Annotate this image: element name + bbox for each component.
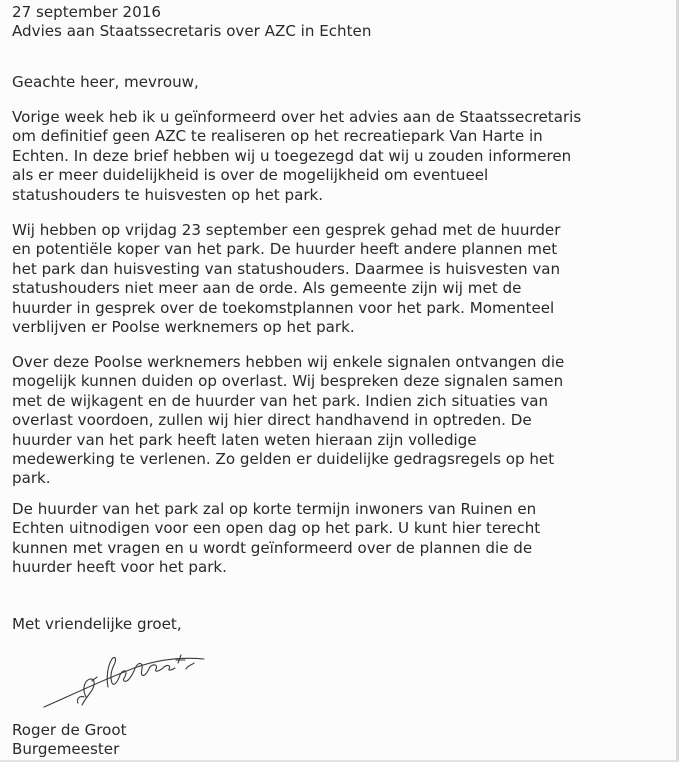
paragraph-line: statushouders te huisvesten op het park. (12, 185, 324, 204)
signer-name: Roger de Groot (12, 721, 127, 739)
paragraph-4 (12, 500, 652, 578)
paragraph-line: als er meer duidelijkheid is over de mogelijkheid om eventueel (12, 166, 489, 185)
paragraph-line: Wij hebben op vrijdag 23 september een gesprek gehad met de huurder (12, 221, 561, 239)
letter-body (12, 3, 652, 758)
handwritten-signature (42, 651, 212, 711)
paragraph-line: huurder in gesprek over de toekomstplannen voor het park. Momenteel (12, 298, 555, 317)
paragraph-2 (12, 221, 652, 337)
letter-date: 27 september 2016 (12, 3, 161, 21)
paragraph-line: verblijven er Poolse werknemers op het park. (12, 318, 355, 337)
signer-title: Burgemeester (12, 740, 120, 758)
paragraph-line: overlast voordoen, zullen wij hier direct handhavend in optreden. De (12, 411, 532, 430)
paragraph-line: huurder heeft voor het park. (12, 558, 227, 577)
paragraph-line: Echten. In deze brief hebben wij u toegezegd dat wij u zouden informeren (12, 146, 572, 165)
salutation: Geachte heer, mevrouw, (12, 73, 199, 91)
paragraph-line: Echten uitnodigen voor een open dag op het park. U kunt hier terecht (12, 519, 541, 538)
paragraph-line: medewerking te verlenen. Zo gelden er duidelijke gedragsregels op het (12, 450, 555, 469)
paragraph-line: om definitief geen AZC te realiseren op het recreatiepark Van Harte in (12, 127, 543, 146)
paragraph-3 (12, 353, 652, 489)
paragraph-1 (12, 108, 652, 205)
paragraph-line: Vorige week heb ik u geïnformeerd over het advies aan de Staatssecretaris (12, 108, 582, 126)
paragraph-line: Over deze Poolse werknemers hebben wij enkele signalen ontvangen die (12, 353, 565, 371)
paragraph-line: huurder van het park heeft laten weten hieraan zijn volledige (12, 430, 477, 449)
paragraph-line: De huurder van het park zal op korte termijn inwoners van Ruinen en (12, 500, 537, 518)
paragraph-line: het park dan huisvesting van statushouders. Daarmee is huisvesten van (12, 259, 561, 278)
paragraph-line: statushouders niet meer aan de orde. Als gemeente zijn wij met de (12, 279, 522, 298)
paragraph-line: kunnen met vragen en u wordt geïnformeerd over de plannen die de (12, 538, 533, 557)
closing: Met vriendelijke groet, (12, 615, 182, 633)
paragraph-line: en potentiële koper van het park. De huurder heeft andere plannen met (12, 240, 558, 259)
letter-subject: Advies aan Staatssecretaris over AZC in Echten (12, 22, 372, 41)
paragraph-line: met de wijkagent en de huurder van het park. Indien zich situaties van (12, 391, 549, 410)
paragraph-line: mogelijk kunnen duiden op overlast. Wij bespreken deze signalen samen (12, 372, 564, 391)
paragraph-line: park. (12, 469, 51, 488)
